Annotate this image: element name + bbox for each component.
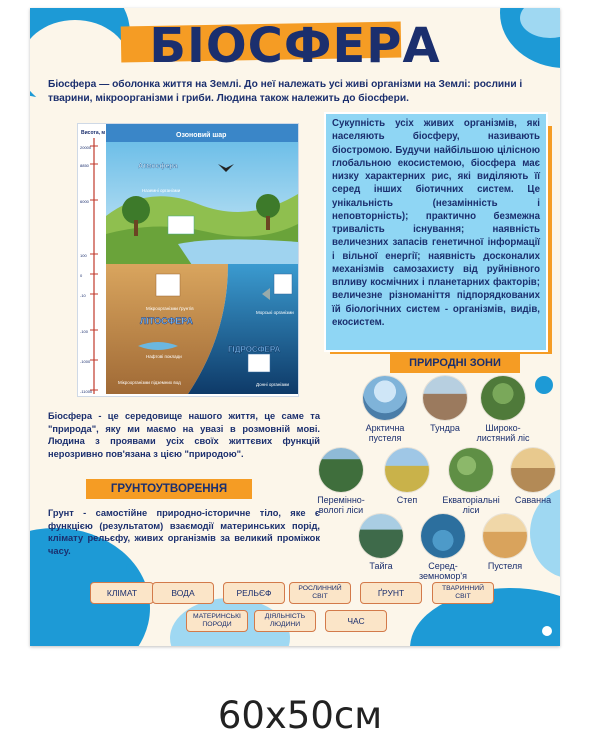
zone-photo [385,448,429,492]
zone-label: Широко-листяний ліс [476,423,530,443]
altitude-title: Висота, м [81,130,106,136]
tree-trunk [134,220,138,236]
zone-label: Перемінно-вологі ліси [317,495,365,515]
intro-text: Біосфера — оболонка життя на Землі. До неї належать усі живі організми на Землі: рослини і тварини, мікроорганізми і гриби. Людина також належить до біосфери. [48,79,523,104]
factor-relief: РЕЛЬЄФ [223,582,285,604]
organism-card [248,354,270,372]
zone-mediterranean [408,514,478,581]
groundwater-label: Мікроорганізми підземних вод [118,380,181,385]
factor-water: ВОДА [152,582,214,604]
zone-photo [319,448,363,492]
factor-animals: ТВАРИННИЙ СВІТ [432,582,494,604]
zone-label: Тайга [369,561,393,571]
decor-blob [126,564,134,572]
altitude-label: 20000 [80,145,92,150]
lithosphere-label: ЛІТОСФЕРА [140,316,193,326]
organism-card [156,274,180,296]
zone-broadleaf-forest [468,376,538,443]
zone-photo [511,448,555,492]
zone-photo [359,514,403,558]
hydrosphere-label: ГІДРОСФЕРА [228,345,281,354]
soil-text: Грунт - самостійне природно-історичне тіло, яке є функцією (результатом) взаємодії материнських порід, клімату рельєфу, живих організмів за великий проміжок часу. [48,508,320,556]
factor-climate: КЛІМАТ [90,582,154,604]
factor-plants: РОСЛИННИЙ СВІТ [289,582,351,604]
zone-photo [363,376,407,420]
zone-steppe [372,448,442,505]
size-caption: 60х50см [217,694,383,737]
oil-label: Нафтові поклади [146,354,182,359]
altitude-label: -11000 [80,389,93,394]
atmosphere-label: Атмосфера [138,163,178,170]
tree-trunk [266,216,270,230]
zone-taiga [346,514,416,571]
zone-label: Степ [396,495,418,505]
tree-icon [256,194,280,218]
altitude-label: 100 [80,253,87,258]
zone-label: Тундра [430,423,460,433]
zone-savanna [498,448,560,505]
zone-desert [470,514,540,571]
zone-photo [483,514,527,558]
soil-microorganisms-label: Мікроорганізми ґрунтів [146,306,194,311]
zone-equatorial-forest [436,448,506,515]
ground-organisms-label: Наземні організми [142,188,181,193]
organism-card [274,274,292,294]
description-text: Сукупність усіх живих організмів, які населяють біосферу, називають біостромою. Будучи найбільшою цілісною глобальною екосистемою, біосфера має низку характерних рис, які виділяють її серед інших біотичних систем. Це унікальність (незамінність і неповторність); практично безмежна тривалість існування; наявність величезних запасів генетичної інформації і вільної енергії; наявність досконалих механізмів самозахисту від руйнівного впливу космічних і планетарних факторів; величезне різноманіття підпорядкованих їй біологічних систем - організмів, видів, екосистем. [332,118,540,328]
factor-soil: ҐРУНТ [360,582,422,604]
zone-label: Саванна [514,495,552,505]
altitude-label: -100 [80,329,89,334]
sea-organisms-label: Морські організми [256,310,294,315]
zone-photo [421,514,465,558]
biosphere-illustration [78,124,298,396]
altitude-label: 0 [80,273,83,278]
tree-icon [122,196,150,224]
habitat-text: Біосфера - це середовище нашого життя, це саме та "природа", яку ми маємо на увазі в розмовній мові. Людина з проявами усіх своїх життєвих функцій нерозривно пов'язана з цією "природою". [48,411,320,459]
factor-time: ЧАС [325,610,387,632]
altitude-label: 8850 [80,163,89,168]
decor-blob [542,626,552,636]
factor-human: ДІЯЛЬНІСТЬ ЛЮДИНИ [254,610,316,632]
poster-board [30,8,560,646]
ozone-label: Озоновий шар [176,132,227,139]
altitude-label: -10 [80,293,86,298]
zone-photo [481,376,525,420]
bottom-organisms-label: Донні організми [256,382,290,387]
zone-photo [449,448,493,492]
organism-card [168,216,194,234]
zone-label: Пустеля [487,561,523,571]
altitude-label: -1000 [80,359,91,364]
page-title: БІОСФЕРА [149,18,441,74]
altitude-label: 6000 [80,199,89,204]
factor-rocks: МАТЕРИНСЬКІ ПОРОДИ [186,610,248,632]
zone-photo [423,376,467,420]
zone-label: Екваторіальні ліси [442,495,500,515]
zone-label: Арктична пустеля [365,423,405,443]
zones-heading: ПРИРОДНІ ЗОНИ [390,353,520,373]
soil-heading: ГРУНТОУТВОРЕННЯ [86,479,252,499]
description-card [326,114,546,350]
zone-label: Серед-земномор'я [419,561,467,581]
